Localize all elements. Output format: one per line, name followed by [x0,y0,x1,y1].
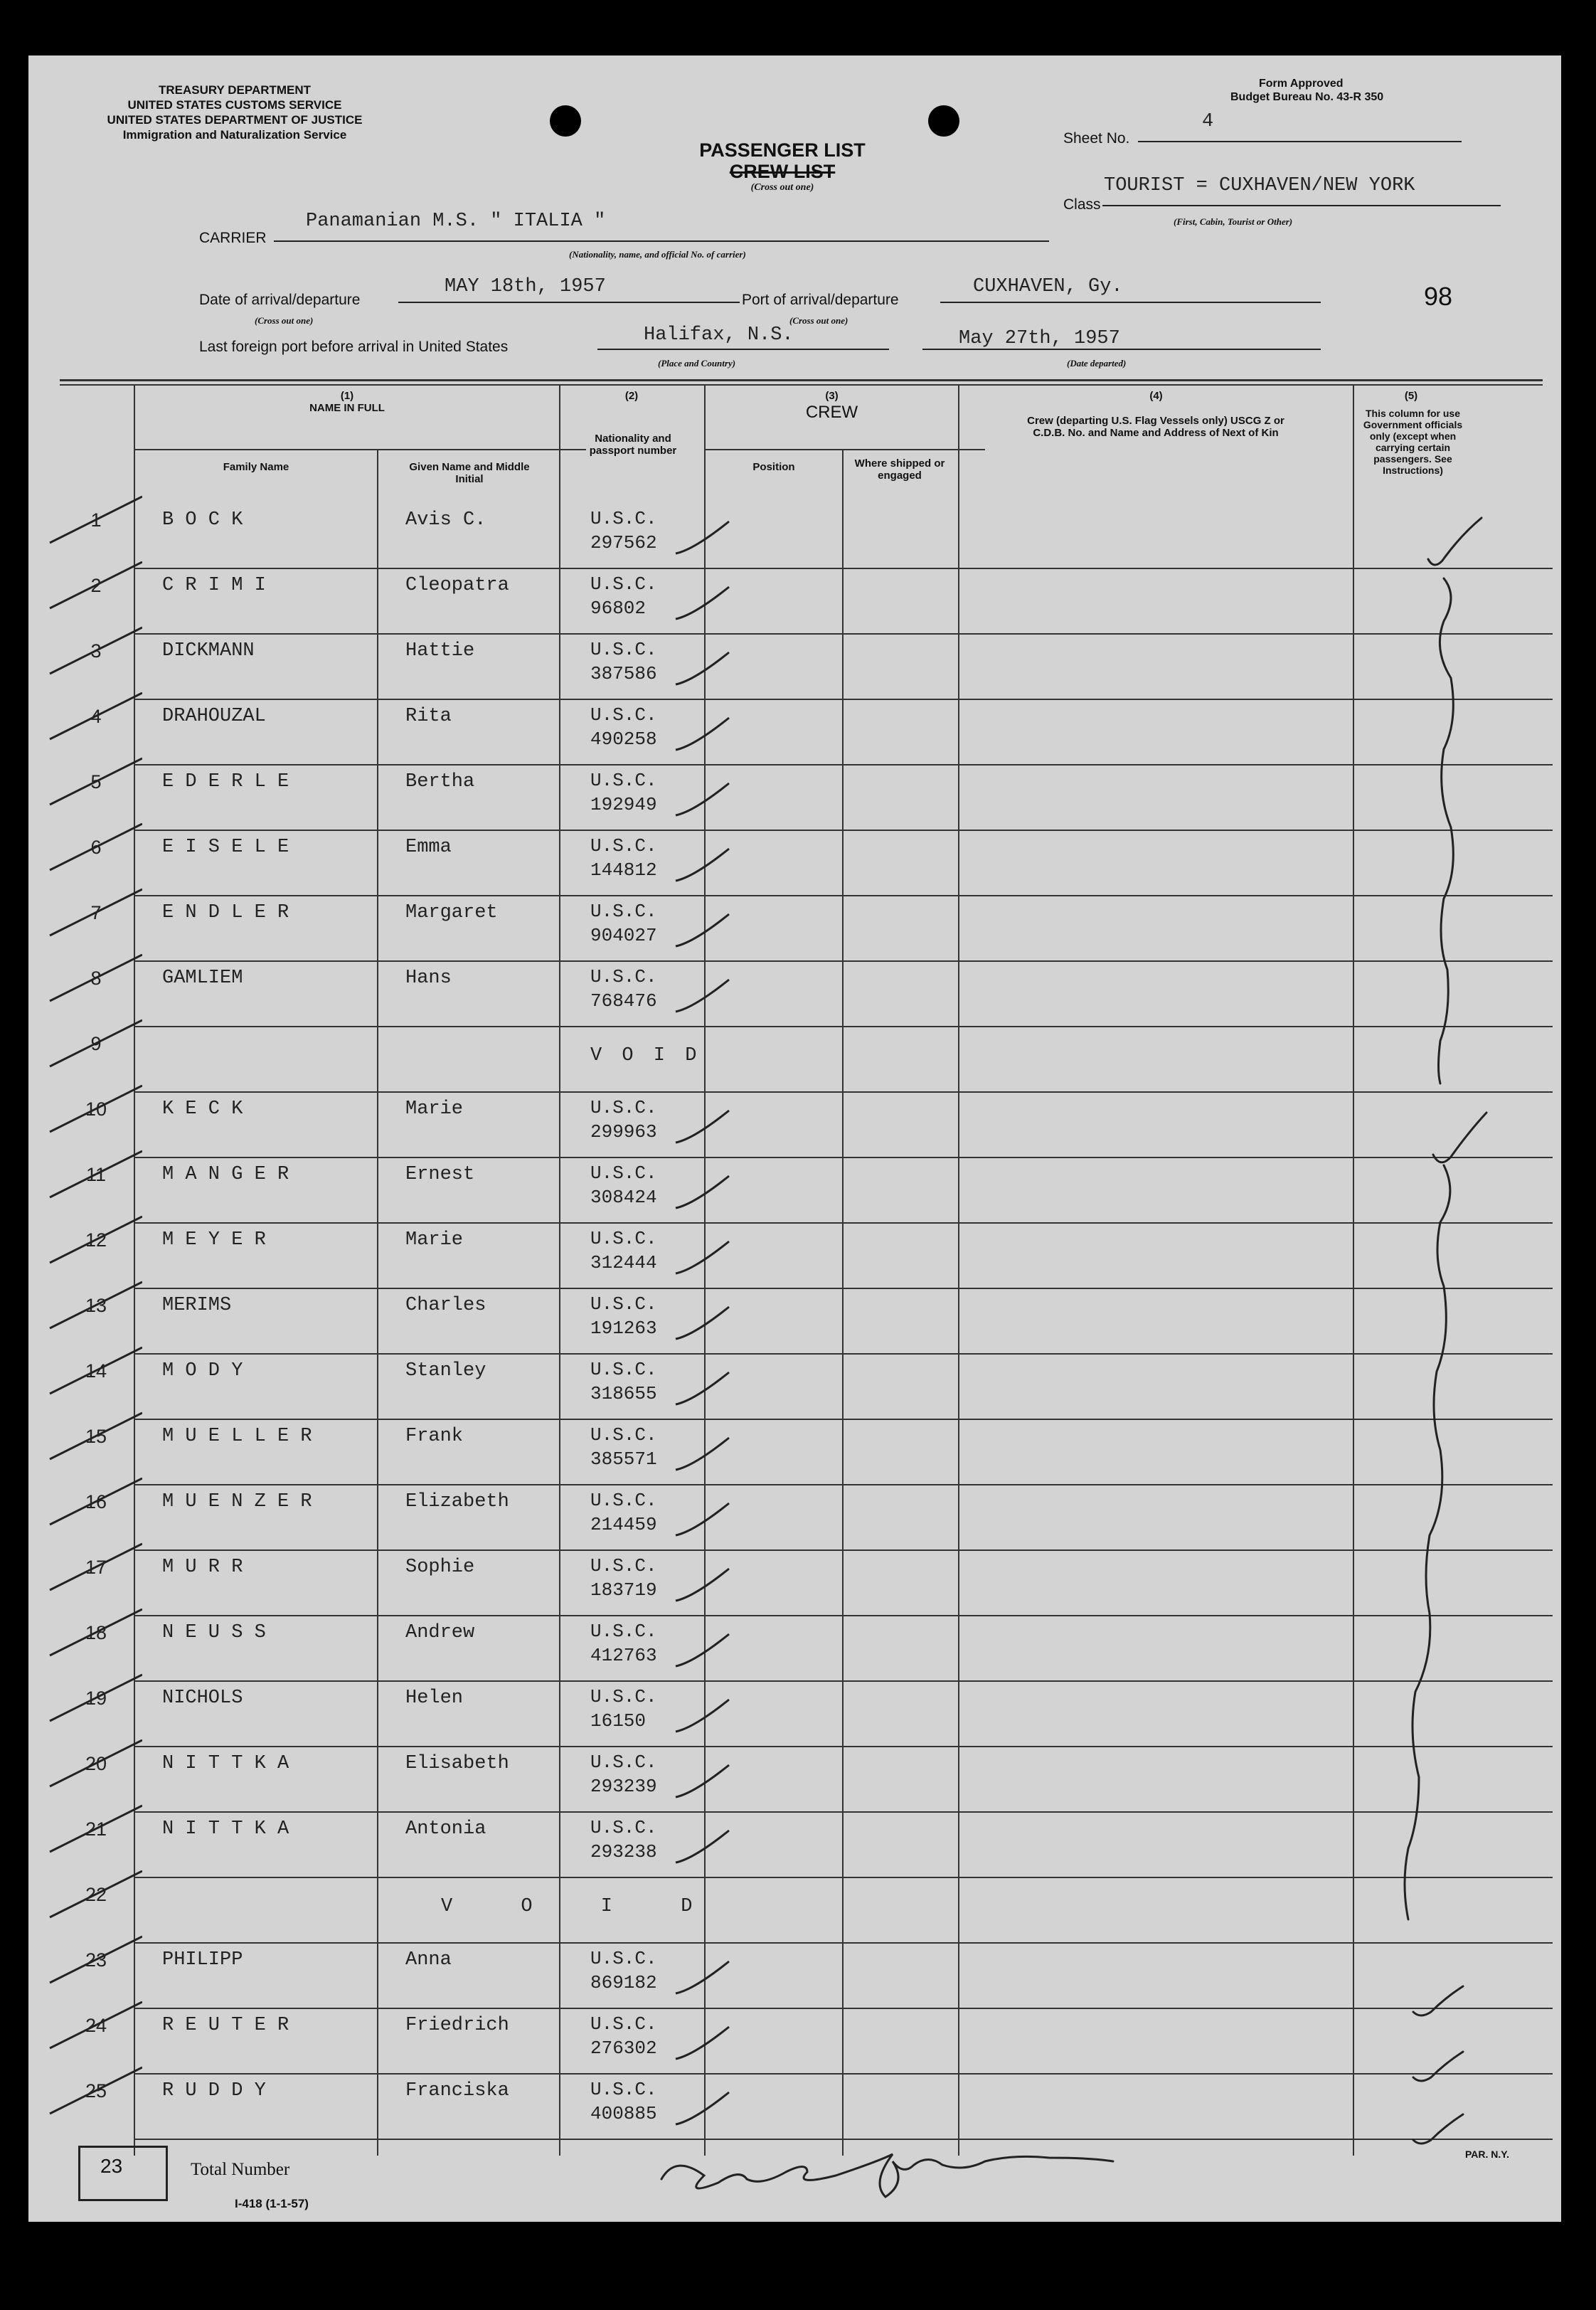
row-number: 25 [85,2080,107,2102]
row-number: 12 [85,1229,107,1251]
family-name: N I T T K A [162,1818,289,1840]
given-name: Anna [405,1949,452,1971]
passport-number: 400885 [590,2103,657,2124]
punch-hole [928,105,959,137]
nationality: U.S.C. [590,966,657,987]
punch-hole [550,105,581,137]
passport-number: 214459 [590,1514,657,1535]
row-number: 6 [90,837,102,858]
passport-number: 490258 [590,729,657,750]
check-icon [672,2016,736,2066]
passport-number: 191263 [590,1318,657,1339]
nationality: U.S.C. [590,1359,657,1380]
given-name-header: Given Name and Middle Initial [409,461,530,485]
col4-title: Crew (departing U.S. Flag Vessels only) USCG Z or C.D.B. No. and Name and Address of Next of Kin [1027,415,1284,439]
nationality: U.S.C. [590,508,657,529]
date-value: MAY 18th, 1957 [445,276,606,297]
row-number: 21 [85,1818,107,1840]
given-name: Stanley [405,1360,486,1382]
passport-number: 16150 [590,1710,647,1732]
void-entry: V O I D [441,1896,721,1917]
checkmark-icon [1413,2052,1463,2081]
row-rule [134,2008,1553,2009]
passport-number: 144812 [590,859,657,881]
class-value: TOURIST = CUXHAVEN/NEW YORK [1104,175,1415,196]
nationality: U.S.C. [590,835,657,857]
given-name: Frank [405,1426,464,1447]
family-name: N E U S S [162,1622,266,1643]
tick-mark [36,1602,142,1666]
check-icon [672,2082,736,2131]
row-number: 5 [90,771,102,793]
agency-line: UNITED STATES CUSTOMS SERVICE [127,98,342,112]
given-name: Antonia [405,1818,486,1840]
nationality: U.S.C. [590,1621,657,1642]
given-name: Friedrich [405,2015,509,2036]
passenger-list-form [28,55,1561,2222]
col1-number: (1) [340,390,354,402]
row-number: 3 [90,640,102,662]
row-number: 4 [90,706,102,727]
family-name: N I T T K A [162,1753,289,1774]
given-name: Margaret [405,902,498,923]
nationality: U.S.C. [590,2079,657,2100]
column-rule [842,449,844,2156]
row-number: 22 [85,1884,107,1905]
check-icon [672,1558,736,1608]
family-name: M A N G E R [162,1164,289,1185]
col3-header [706,390,958,423]
family-name: M U E N Z E R [162,1491,312,1512]
given-name: Ernest [405,1164,475,1185]
row-rule [134,1091,1553,1093]
given-name: Hattie [405,640,475,662]
check-icon [672,969,736,1019]
nationality: U.S.C. [590,1555,657,1577]
passport-number: 387586 [590,663,657,684]
family-name: DRAHOUZAL [162,706,266,727]
col2-title: Nationality and passport number [589,433,677,457]
nationality: U.S.C. [590,704,657,726]
tick-mark [36,1144,142,1208]
row-number: 24 [85,2015,107,2036]
class-note: (First, Cabin, Tourist or Other) [1174,216,1293,227]
family-name: PHILIPP [162,1949,243,1971]
title-crew-list-crossed: CREW LIST [729,161,836,182]
family-name: MERIMS [162,1295,232,1316]
class-label: Class [1063,196,1101,213]
last-port-value: Halifax, N.S. [644,324,794,346]
date-note: (Cross out one) [255,315,314,326]
column-rule [1353,384,1354,2156]
family-name: E N D L E R [162,902,289,923]
family-name-header: Family Name [223,461,289,473]
check-icon [672,1165,736,1215]
last-port-label: Last foreign port before arrival in United States [199,339,509,355]
row-rule [134,1746,1553,1747]
col4-number: (4) [1149,390,1163,402]
check-icon [672,1820,736,1870]
family-name: K E C K [162,1098,243,1120]
family-name: NICHOLS [162,1688,243,1709]
check-icon [672,838,736,888]
family-name: M U R R [162,1557,243,1578]
nationality: U.S.C. [590,1752,657,1773]
port-label: Port of arrival/departure [742,292,899,308]
agency-line: UNITED STATES DEPARTMENT OF JUSTICE [107,113,363,127]
row-rule [134,1157,1553,1158]
sheet-underline [1138,141,1462,142]
col5-number: (5) [1404,390,1418,402]
nationality: U.S.C. [590,1490,657,1511]
given-name: Elizabeth [405,1491,509,1512]
port-underline [940,302,1321,303]
title-passenger-list: PASSENGER LIST [699,139,866,161]
void-entry: V O I D [590,1045,701,1066]
position-header: Position [752,461,795,473]
last-port-underline [597,349,889,350]
continuation-line [1439,578,1454,1084]
row-number: 16 [85,1491,107,1512]
row-number: 1 [90,509,102,531]
row-rule [134,1615,1553,1616]
page-number: 98 [1424,282,1453,311]
carrier-label: CARRIER [199,230,267,246]
passport-number: 904027 [590,925,657,946]
check-icon [672,576,736,626]
given-name: Marie [405,1098,464,1120]
row-rule [134,764,1553,765]
check-icon [672,1951,736,2001]
port-note: (Cross out one) [789,315,848,326]
passport-number: 312444 [590,1252,657,1273]
passport-number: 308424 [590,1187,657,1208]
passport-number: 276302 [590,2038,657,2059]
nationality: U.S.C. [590,1228,657,1249]
nationality: U.S.C. [590,1424,657,1446]
row-number: 23 [85,1949,107,1971]
given-name: Franciska [405,2080,509,2102]
passport-number: 183719 [590,1579,657,1601]
given-name: Cleopatra [405,575,509,596]
row-number: 15 [85,1426,107,1447]
date-departed-note: (Date departed) [1067,358,1127,369]
row-number: 18 [85,1622,107,1643]
family-name: GAMLIEM [162,968,243,989]
column-rule [958,384,959,2156]
family-name: R E U T E R [162,2015,289,2036]
row-rule [134,1419,1553,1420]
row-rule [134,1288,1553,1289]
tick-mark [36,555,142,619]
family-name: E I S E L E [162,837,289,858]
check-icon [672,1362,736,1411]
given-name: Andrew [405,1622,475,1643]
nationality: U.S.C. [590,639,657,660]
row-number: 13 [85,1295,107,1316]
tick-mark [36,817,142,881]
row-rule [134,895,1553,896]
crew-subheader-rule [704,449,985,450]
check-icon [672,1427,736,1477]
nationality: U.S.C. [590,1817,657,1838]
tick-mark [36,1995,142,2059]
family-name: M U E L L E R [162,1426,312,1447]
tick-mark [36,1471,142,1535]
row-number: 7 [90,902,102,923]
check-icon [672,1100,736,1150]
row-rule [134,1026,1553,1027]
check-icon [672,1493,736,1542]
check-icon [672,1689,736,1739]
checkmark-icon [1428,518,1481,565]
check-icon [672,904,736,953]
check-icon [672,1296,736,1346]
nationality: U.S.C. [590,1293,657,1315]
total-count-box [78,2146,168,2201]
agency-line: Immigration and Naturalization Service [122,128,347,142]
tick-mark [36,489,142,553]
row-rule [134,1811,1553,1813]
carrier-underline [274,240,1049,242]
tick-mark [36,2060,142,2124]
row-number: 20 [85,1753,107,1774]
cross-out-note: (Cross out one) [750,182,814,193]
row-number: 9 [90,1033,102,1054]
form-title [612,139,953,194]
row-rule [134,1680,1553,1682]
check-icon [672,1623,736,1673]
family-name: R U D D Y [162,2080,266,2102]
row-number: 10 [85,1098,107,1120]
row-number: 8 [90,968,102,989]
form-approval [1230,77,1383,104]
given-name: Hans [405,968,452,989]
given-name: Rita [405,706,452,727]
check-icon [672,642,736,692]
row-rule [134,2139,1553,2140]
passport-number: 869182 [590,1972,657,1993]
family-name: DICKMANN [162,640,255,662]
column-rule [377,449,378,2156]
row-rule [134,2073,1553,2075]
tick-mark [36,1013,142,1077]
col5-title: This column for use Government officials only (except when carrying certain passengers. See Instructions) [1363,408,1463,476]
agency-header [50,83,420,142]
tick-mark [36,1406,142,1470]
total-count: 23 [100,2155,123,2177]
passport-number: 96802 [590,598,647,619]
nationality: U.S.C. [590,1686,657,1707]
given-name: Sophie [405,1557,475,1578]
passport-number: 412763 [590,1645,657,1666]
family-name: M O D Y [162,1360,243,1382]
given-name: Charles [405,1295,486,1316]
tick-mark [36,1668,142,1732]
passport-number: 293238 [590,1841,657,1863]
tick-mark [36,1275,142,1339]
last-port-note: (Place and Country) [658,358,736,369]
sheet-label: Sheet No. [1063,130,1130,147]
family-name: M E Y E R [162,1229,266,1251]
tick-mark [36,1537,142,1601]
agency-line: TREASURY DEPARTMENT [158,83,312,97]
budget-bureau-label: Budget Bureau No. 43-R 350 [1230,91,1384,103]
continuation-line [1405,1165,1450,1919]
passport-number: 768476 [590,990,657,1012]
passport-number: 385571 [590,1448,657,1470]
row-rule [134,1877,1553,1878]
row-number: 17 [85,1557,107,1578]
sheet-number: 4 [1202,111,1214,132]
form-approved-label: Form Approved [1259,78,1344,90]
nationality: U.S.C. [590,1162,657,1184]
check-icon [672,1231,736,1281]
passport-number: 297562 [590,532,657,553]
date-label: Date of arrival/departure [199,292,361,308]
passport-number: 293239 [590,1776,657,1797]
row-rule [134,568,1553,569]
column-rule [559,384,560,2156]
passport-number: 318655 [590,1383,657,1404]
table-top-rule-2 [60,384,1543,386]
check-icon [672,773,736,822]
row-number: 2 [90,575,102,596]
family-name: C R I M I [162,575,266,596]
col1-title: NAME IN FULL [309,402,385,414]
nationality: U.S.C. [590,2013,657,2035]
tick-mark [36,1798,142,1863]
signature [661,2154,1113,2197]
check-icon [672,1754,736,1804]
row-rule [134,1549,1553,1551]
given-name: Emma [405,837,452,858]
passport-number: 192949 [590,794,657,815]
where-shipped-header: Where shipped or engaged [854,457,945,482]
table-top-rule [60,379,1543,381]
family-name: E D E R L E [162,771,289,793]
family-name: B O C K [162,509,243,531]
row-rule [134,1353,1553,1355]
given-name: Elisabeth [405,1753,509,1774]
tick-mark [36,686,142,750]
nationality: U.S.C. [590,1948,657,1969]
name-subheader-rule [135,449,586,450]
row-rule [134,1484,1553,1485]
tick-mark [36,1340,142,1404]
given-name: Bertha [405,771,475,793]
tick-mark [36,1209,142,1273]
carrier-value: Panamanian M.S. " ITALIA " [306,211,606,232]
row-rule [134,830,1553,831]
date-departed-value: May 27th, 1957 [959,328,1120,349]
col3-number: (3) [825,390,839,402]
row-number: 11 [85,1164,107,1185]
port-value: CUXHAVEN, Gy. [973,276,1123,297]
nationality: U.S.C. [590,770,657,791]
date-underline [398,302,740,303]
row-rule [134,960,1553,962]
nationality: U.S.C. [590,573,657,595]
carrier-note: (Nationality, name, and official No. of carrier) [569,249,746,260]
tick-mark [36,882,142,946]
tick-mark [36,1079,142,1143]
passport-number: 299963 [590,1121,657,1143]
col2-number: (2) [624,390,639,402]
tick-mark [36,948,142,1012]
row-rule [134,633,1553,635]
row-number: 19 [85,1688,107,1709]
given-name: Marie [405,1229,464,1251]
row-number: 14 [85,1360,107,1382]
tick-mark [36,1864,142,1928]
check-icon [672,511,736,561]
tick-mark [36,751,142,815]
col3-title: CREW [805,403,858,422]
row-rule [134,699,1553,700]
tick-mark [36,1929,142,1993]
nationality: U.S.C. [590,901,657,922]
total-label: Total Number [191,2160,290,2179]
given-name: Avis C. [405,509,486,531]
tick-mark [36,620,142,684]
checkmark-icon [1413,1986,1463,2015]
check-icon [672,707,736,757]
row-rule [134,1222,1553,1224]
form-number: I-418 (1-1-57) [235,2197,309,2210]
printer-mark: PAR. N.Y. [1465,2149,1509,2160]
col1-header [135,390,559,414]
row-rule [134,1942,1553,1944]
checkmark-icon [1433,1113,1486,1162]
tick-mark [36,1733,142,1797]
given-name: Helen [405,1688,464,1709]
class-underline [1102,205,1501,206]
nationality: U.S.C. [590,1097,657,1118]
